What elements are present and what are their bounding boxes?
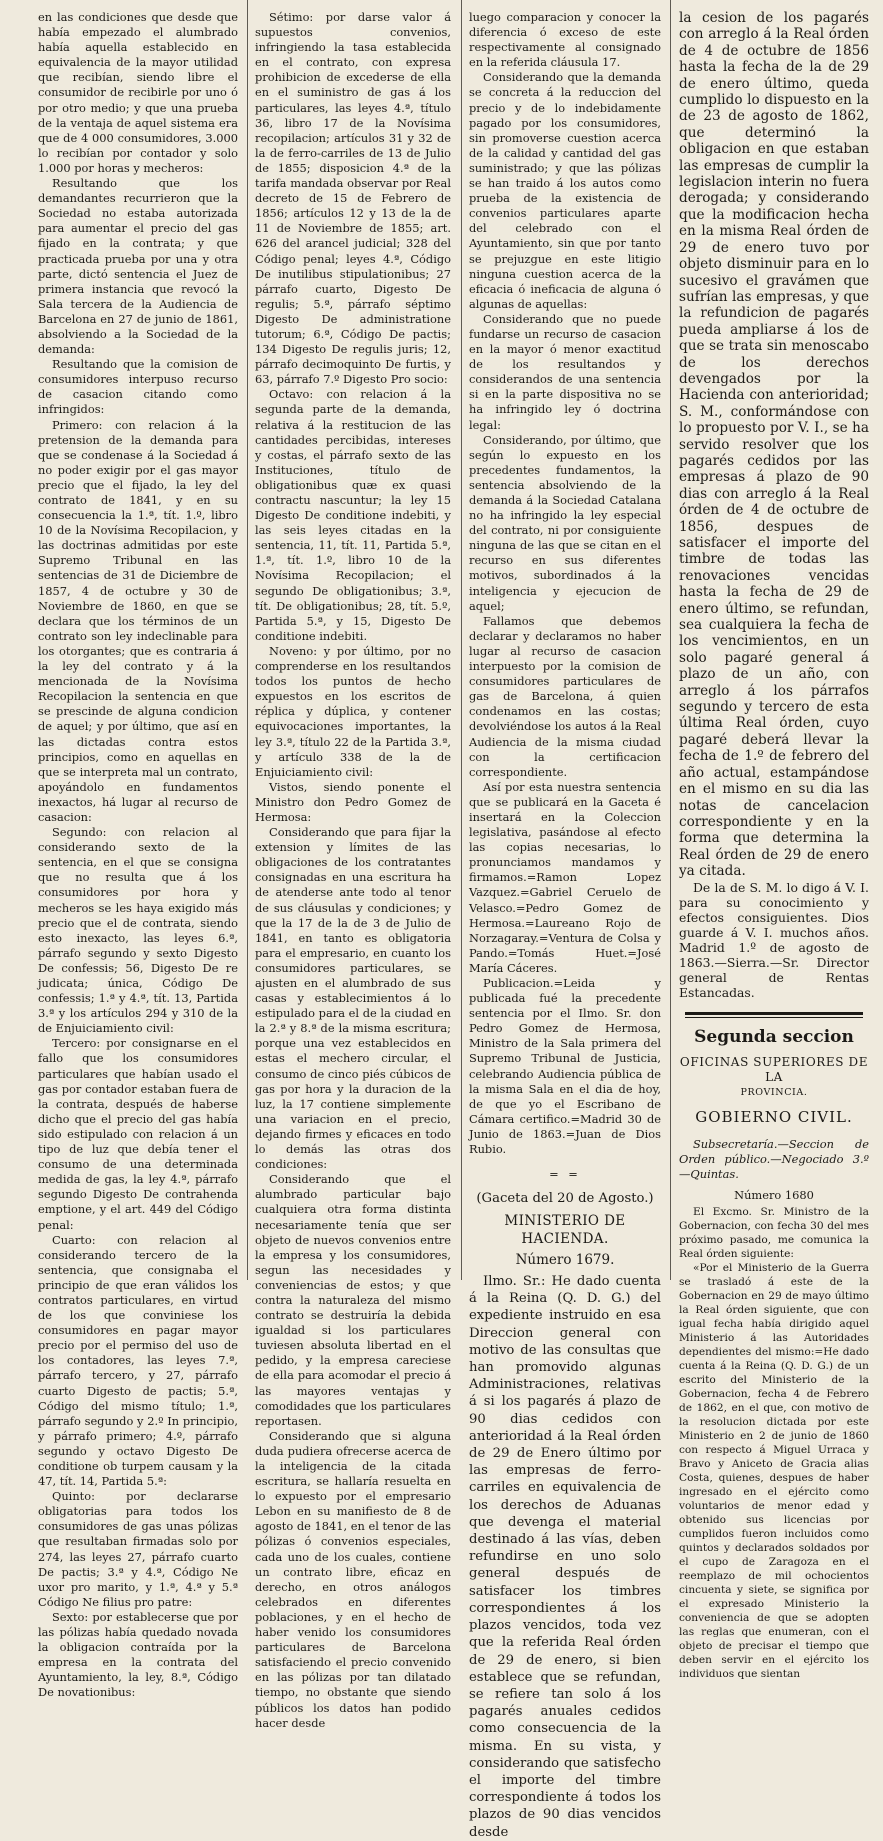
paragraph: Ilmo. Sr.: He dado cuenta á la Reina (Q. D. G.) del expediente instruido en esa Direccion general con motivo de las consultas que han promovido algunas Administraciones, relativas á si los pagarés á plazo de 90 dias cedidos con anterioridad á la Real órden de 29 de Enero último por las empresas de ferro-carriles en equivalencia de los derechos de Aduanas que devenga el material destinado á las vías, deben refundirse en uno solo general después de satisfacer los timbres correspondientes á los plazos vencidos, toda vez que la referida Real órden de 29 de enero, si bien establece que se refundan, se refiere tan solo á los pagarés anuales cedidos como consecuencia de la misma. En su vista, y considerando que satisfecho el importe del timbre correspondiente á todos los plazos de 90 dias vencidos desde (469, 1274, 661, 1840)
paragraph: Considerando que la demanda se concreta á la reduccion del precio y de lo indebidamente pagado por los consumidores, sin promoverse cuestion acerca de la calidad y cantidad del gas suministrado; y que las pólizas se han traido á los autos como prueba de la existencia de convenios particulares aparte del celebrado con el Ayuntamiento, sin que por tanto se prejuzgue en este litigio ninguna cuestion acerca de la eficacia ó ineficacia de alguna ó algunas de aquellas: (469, 70, 661, 311)
paragraph: Sétimo: por darse valor á supuestos convenios, infringiendo la tasa establecida en el contrato, con expresa prohibicion de excederse de ella en el suministro de gas á los particulares, las leyes 4.ª, título 36, libro 17 de la Novísima recopilacion; artículos 31 y 32 de la de ferro-carriles de 13 de Julio de 1855; disposicion 4.ª de la tarifa mandada observar por Real decreto de 15 de Febrero de 1856; artículos 12 y 13 de la de 11 de Noviembre de 1855; art. 626 del arancel judicial; 328 del Código penal; leyes 4.ª, Código De inutilibus stipulationibus; 27 párrafo cuarto, Digesto De regulis; 5.ª, párrafo séptimo Digesto De administratione tutorum; 6.ª, Código De pactis; 134 Digesto De regulis juris; 12, párrafo decimoquinto De furtis, y 63, párrafo 7.º Digesto Pro socio: (255, 10, 451, 387)
column-2 (255, 10, 451, 1730)
paragraph: Quinto: por declararse obligatorias para todos los consumidores de gas unas pólizas que resultaban firmadas solo por 274, las leyes 27, párrafo cuarto De pactis; 3.ª y 4.ª, Código Ne uxor pro marito, y 1.ª, 4.ª y 5.ª Código Ne filius pro patre: (38, 1489, 238, 1609)
column-rule (670, 0, 671, 1280)
paragraph: Primero: con relacion á la pretension de la demanda para que se condenase á la Sociedad á no poder exigir por el gas mayor precio que el fijado, la ley del contrato de 1841, y en su consecuencia la 1.ª, tít. 1.º, libro 10 de la Novísima Recopilacion, y las doctrinas admitidas por este Supremo Tribunal en las sentencias de 31 de Diciembre de 1857, 4 de octubre y 30 de Noviembre de 1860, en que se declara que los términos de un contrato son ley indeclinable para los otorgantes; que es contraria á la ley del contrato y á la mencionada de la Novísima Recopilacion la sentencia en que se prescinde de alguna condicion de aquel; y por último, que así en las dictadas contra estos principios, como en aquellas en que se interpreta mal un contrato, apoyándolo en fundamentos inexactos, há lugar al recurso de casacion: (38, 417, 238, 824)
paragraph: Resultando que los demandantes recurrieron que la Sociedad no estaba autorizada para aumentar el precio del gas fijado en la contrata; y que practicada prueba por una y otra parte, dictó sentencia el Juez de primera instancia que revocó la Sala tercera de la Audiencia de Barcelona en 27 de junio de 1861, absolviendo a la Sociedad de la demanda: (38, 176, 238, 357)
paragraph: Sexto: por establecerse que por las pólizas había quedado novada la obligacion contraída por la empresa en la contrata del Ayuntamiento, la ley, 8.ª, Código De novationibus: (38, 1609, 238, 1700)
paragraph: Segundo: con relacion al considerando sexto de la sentencia, en el que se consigna que no resulta que á los consumidores por hora y mecheros se les haya exigido más precio que el de contrata, siendo esto inexacto, las leyes 6.ª, párrafo segundo y sexto Digesto De confessis; 56, Digesto De re judicata; única, Código De confessis; 1.ª y 4.ª, tít. 13, Partida 3.ª y los artículos 294 y 310 de la de Enjuiciamiento civil: (38, 825, 238, 1036)
column-1 (38, 10, 238, 1700)
paragraph: la cesion de los pagarés con arreglo á la Real órden de 4 de octubre de 1856 hasta la fecha de la de 29 de enero último, queda cumplido lo dispuesto en la de 23 de agosto de 1862, que determinó la obligacion en que estaban las empresas de cumplir la legislacion interin no fuera derogada; y considerando que la modificacion hecha en la misma Real órden de 29 de enero tuvo por objeto disminuir para en lo sucesivo el gravámen que sufrían las empresas, y que la refundicion de pagarés pueda ampliarse á los de que se trata sin menoscabo de los derechos devengados por la Hacienda con anterioridad; S. M., conformándose con lo propuesto por V. I., se ha servido resolver que los pagarés cedidos por las empresas á plazo de 90 dias con arreglo á la Real órden de 4 de octubre de 1856, despues de satisfacer el importe del timbre de todas las renovaciones vencidas hasta la fecha de 29 de enero último, se refundan, sea cualquiera la fecha de los vencimientos, en un solo pagaré general á plazo de un año, con arreglo á los párrafos segundo y tercero de esta última Real órden, cuyo pagaré deberá llevar la fecha de 1.º de febrero del año actual, estampándose en el mismo en su dia las notas de cancelacion correspondiente y en la forma que determina la Real órden de 29 de enero ya citada. (679, 10, 869, 880)
separator: = = (549, 1167, 581, 1182)
offices-heading: OFICINAS SUPERIORES DE LA (679, 1054, 869, 1084)
paragraph: Fallamos que debemos declarar y declaramos no haber lugar al recurso de casacion interpuesto por la comision de consumidores particulares de gas de Barcelona, á quien condenamos en las costas; devolviéndose los autos á la Real Audiencia de la misma ciudad con la certificacion correspondiente. (469, 613, 661, 779)
paragraph: luego comparacion y conocer la diferencia ó exceso de este respectivamente al consignado en la referida cláusula 17. (469, 10, 661, 70)
document-number: Número 1680 (734, 1188, 814, 1203)
paragraph: Tercero: por consignarse en el fallo que los consumidores particulares que habían usado el gas por contador estaban fuera de la contrata, después de haberse dicho que el precio del gas había sido estipulado con relacion á un tipo de luz que debía tener el consumo de una determinada medida de gas, la ley 4.ª, párrafo segundo Digesto De contrahenda emptione, y el art. 449 del Código penal: (38, 1036, 238, 1232)
column-rule (247, 0, 248, 1280)
document-number: Número 1679. (515, 1251, 615, 1268)
paragraph: Considerando, por último, que según lo expuesto en los precedentes fundamentos, la sentencia absolviendo de la demanda á la Sociedad Catalana no ha infringido la ley especial del contrato, ni por consiguiente ninguna de las que se citan en el recurso en sus diferentes motivos, subordinados á la inteligencia y ejecucion de aquel; (469, 432, 661, 613)
paragraph: Considerando que no puede fundarse un recurso de casacion en la mayor ó menor exactitud de los resultandos y considerandos de una sentencia si en la parte dispositiva no se ha infringido ley ó doctrina legal: (469, 311, 661, 432)
paragraph: Vistos, siendo ponente el Ministro don Pedro Gomez de Hermosa: (255, 779, 451, 824)
paragraph: Noveno: y por último, por no comprenderse en los resultandos todos los puntos de hecho expuestos en los escritos de réplica y dúplica, y contener equivocaciones importantes, la ley 3.ª, título 22 de la Partida 3.ª, y artículo 338 de la de Enjuiciamiento civil: (255, 643, 451, 779)
divider (685, 1012, 863, 1015)
province-heading: PROVINCIA. (740, 1086, 808, 1098)
ministry-heading: MINISTERIO DE HACIENDA. (504, 1213, 626, 1247)
paragraph: El Excmo. Sr. Ministro de la Gobernacion, con fecha 30 del mes próximo pasado, me comunica la Real órden siguiente: (679, 1206, 869, 1261)
paragraph: Octavo: con relacion á la segunda parte de la demanda, relativa á la restitucion de las cantidades percibidas, intereses y costas, el párrafo sexto de las Instituciones, título de obligationibus quæ ex quasi contractu nascuntur; la ley 15 Digesto De conditione indebiti, y las seis leyes citadas en la sentencia, 11, tít. 11, Partida 5.ª, 1.ª, tít. 1.º, libro 10 de la Novísima Recopilacion; el segundo De obligationibus; 3.ª, tít. De obligationibus; 28, tít. 5.º, Partida 5.ª, y 15, Digesto De conditione indebiti. (255, 387, 451, 643)
column-4 (679, 10, 869, 1681)
column-rule (461, 0, 462, 1280)
paragraph: Considerando que si alguna duda pudiera ofrecerse acerca de la inteligencia de la citada escritura, se hallaría resuelta en lo expuesto por el empresario Lebon en su manifiesto de 8 de agosto de 1841, en el tenor de las pólizas ó convenios especiales, cada uno de los cuales, contiene un contrato libre, eficaz en derecho, en otros análogos celebrados en diferentes poblaciones, y en el hecho de haber venido los consumidores particulares de Barcelona satisfaciendo el precio convenido en las pólizas por tan dilatado tiempo, no obstante que siendo públicos los datos han podido hacer desde (255, 1428, 451, 1730)
paragraph: «Por el Ministerio de la Guerra se trasladó á este de la Gobernacion en 29 de mayo último la Real órden siguiente, que con igual fecha había dirigido aquel Ministerio á las Autoridades dependientes del mismo:=He dado cuenta á la Reina (Q. D. G.) de un escrito del Ministerio de la Gobernacion, fecha 4 de Febrero de 1862, en el que, con motivo de la resolucion dictada por este Ministerio en 2 de junio de 1860 con respecto á Miguel Urraca y Bravo y Aniceto de Gracia alias Costa, quienes, despues de haber ingresado en el ejército como voluntarios de menor edad y obtenido sus licencias por cumplidos fueron incluidos como quintos y declarados soldados por el cupo de Zaragoza en el reemplazo de mil ochocientos cincuenta y siete, se significa por el expresado Ministerio la conveniencia de que se adopten las reglas que enumeran, con el objeto de precisar el tiempo que deben servir en el ejército los individuos que sientan (679, 1262, 869, 1681)
paragraph: Publicacion.=Leida y publicada fué la precedente sentencia por el Ilmo. Sr. don Pedro Gomez de Hermosa, Ministro de la Sala primera del Supremo Tribunal de Justicia, celebrando Audiencia pública de la misma Sala en el dia de hoy, de que yo el Escribano de Cámara certifico.=Madrid 30 de Junio de 1863.=Juan de Dios Rubio. (469, 976, 661, 1157)
paragraph: Considerando que para fijar la extension y límites de las obligaciones de los contratantes consignadas en una escritura ha de atenderse ante todo al tenor de sus cláusulas y condiciones; y que la 17 de la de 3 de Julio de 1841, en tanto es obligatoria para el empresario, en cuanto los consumidores particulares, se ajusten en el alumbrado de sus casas y establecimientos á lo estipulado para el de la ciudad en la 2.ª y 8.ª de la misma escritura; porque una vez establecidos en estas el mechero circular, el consumo de cinco piés cúbicos de gas por hora y la duracion de la luz, la 17 contiene simplemente una variacion en el precio, dejando firmes y eficaces en todo lo demás las otras dos condiciones: (255, 825, 451, 1172)
gazette-date: (Gaceta del 20 de Agosto.) (476, 1191, 654, 1207)
paragraph: De la de S. M. lo digo á V. I. para su conocimiento y efectos consiguientes. Dios guarde á V. I. muchos años. Madrid 1.º de agosto de 1863.—Sierra.—Sr. Director general de Rentas Estancadas. (679, 879, 869, 1000)
paragraph: Cuarto: con relacion al considerando tercero de la sentencia, que consignaba el principio de que eran válidos los contratos particulares, en virtud de los que conviniese los consumidores en pagar mayor precio por el permiso del uso de los contadores, las leyes 7.ª, párrafo tercero, y 27, párrafo cuarto Digesto de pactis; 5.ª, Código del mismo título; 1.ª, párrafo segundo y 2.º In principio, y párrafo primero; 4.º, párrafo segundo y octavo Digesto De conditione ob turpem causam y la 47, tít. 14, Partida 5.ª: (38, 1232, 238, 1489)
paragraph: Así por esta nuestra sentencia que se publicará en la Gaceta é insertará en la Coleccion legislativa, pasándose al efecto las copias necesarias, lo pronunciamos mandamos y firmamos.=Ramon Lopez Vazquez.=Gabriel Ceruelo de Velasco.=Pedro Gomez de Hermosa.=Laureano Rojo de Norzagaray.=Ventura de Colsa y Pando.=Tomás Huet.=José María Cáceres. (469, 779, 661, 975)
paragraph: en las condiciones que desde que había empezado el alumbrado había aquella establecido en equivalencia de la mayor utilidad que recibían, siendo libre el consumidor de recibirle por uno ó por otro medio; y que una prueba de la ventaja de aquel sistema era que de 4 000 consumidores, 3.000 lo recibían por contador y solo 1.000 por horas y mecheros: (38, 10, 238, 175)
column-3 (469, 10, 661, 1840)
divider (685, 1017, 863, 1018)
section-heading: Segunda seccion (694, 1026, 854, 1047)
paragraph: Considerando que el alumbrado particular bajo cualquiera otra forma distinta necesariamente tenía que ser objeto de nuevos convenios entre la empresa y los consumidores, segun las necesidades y conveniencias de estos; y que contra la naturaleza del mismo contrato se destruiría la debida igualdad si los particulares tuviesen absoluta libertad en el pedido, y la empresa careciese de ella para acomodar el precio á las mayores ventajas y comodidades que los particulares reportasen. (255, 1172, 451, 1428)
subsection-line: Subsecretaría.—Seccion de Orden público.—Negociado 3.º—Quintas. (679, 1137, 869, 1182)
paragraph: Resultando que la comision de consumidores interpuso recurso de casacion citando como infringidos: (38, 357, 238, 417)
civil-government-heading: GOBIERNO CIVIL. (695, 1107, 853, 1126)
